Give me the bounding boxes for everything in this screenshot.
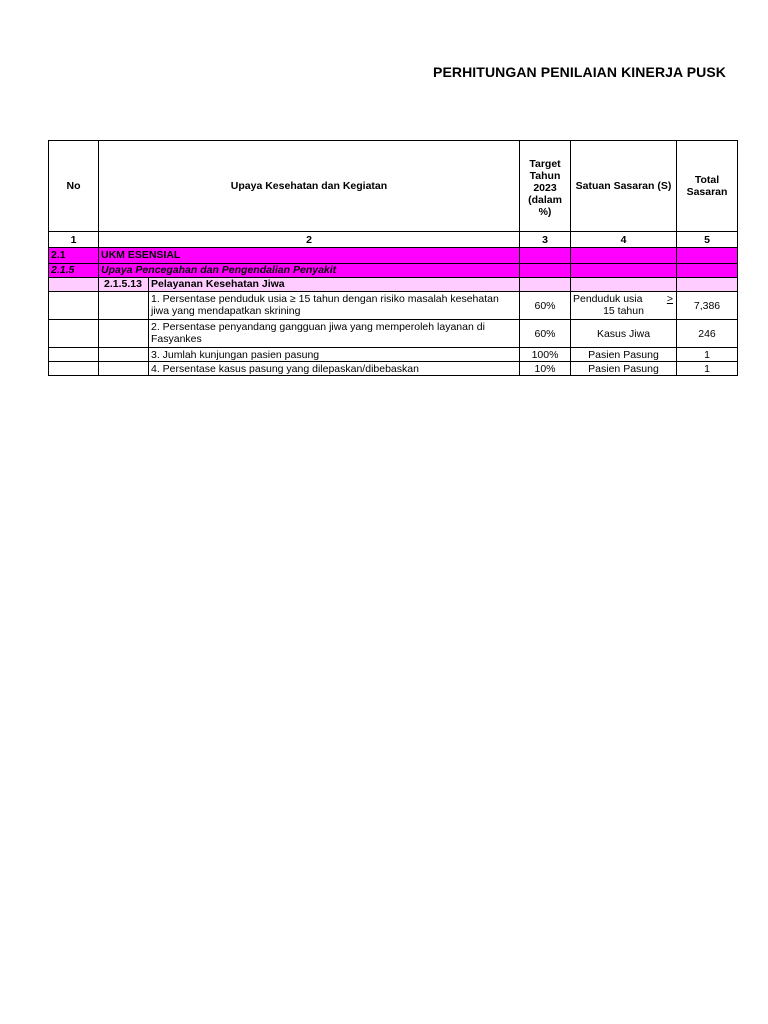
indicator-total: 1 (704, 362, 710, 375)
header-satuan: Satuan Sasaran (S) (575, 180, 672, 192)
subsection-code: 2.1.5 (51, 264, 75, 276)
indicator-table (48, 140, 738, 376)
program-code: 2.1.5.13 (104, 278, 142, 290)
indicator-target: 60% (534, 327, 556, 340)
column-number-4: 4 (620, 233, 627, 246)
section-code: 2.1 (51, 249, 66, 261)
indicator-target: 60% (534, 299, 556, 312)
header-target: Target Tahun 2023 (dalam %) (528, 158, 562, 218)
indicator-target: 10% (534, 362, 556, 375)
indicator-text: 3. Jumlah kunjungan pasien pasung (151, 349, 320, 361)
program-label: Pelayanan Kesehatan Jiwa (151, 278, 285, 290)
indicator-satuan: Pasien Pasung (588, 348, 659, 361)
indicator-satuan (571, 292, 676, 319)
column-number-2: 2 (306, 233, 312, 246)
satuan-line2: 15 tahun (603, 305, 644, 317)
page-title: PERHITUNGAN PENILAIAN KINERJA PUSK (433, 64, 727, 80)
indicator-total: 7,386 (693, 299, 721, 312)
column-number-3: 3 (542, 233, 548, 246)
indicator-text: 2. Persentase penyandang gangguan jiwa yang memperoleh layanan di Fasyankes (151, 321, 485, 345)
indicator-text: 1. Persentase penduduk usia ≥ 15 tahun dengan risiko masalah kesehatan jiwa yang mendapatkan skrining (151, 293, 499, 317)
indicator-satuan: Pasien Pasung (588, 362, 659, 375)
subsection-label: Upaya Pencegahan dan Pengendalian Penyakit (101, 264, 337, 276)
indicator-satuan: Kasus Jiwa (596, 327, 651, 340)
indicator-total: 1 (704, 348, 710, 361)
indicator-target: 100% (531, 348, 559, 361)
greater-equal-symbol: > (666, 293, 673, 305)
section-label: UKM ESENSIAL (101, 249, 181, 261)
indicator-total: 246 (698, 327, 716, 340)
indicator-text: 4. Persentase kasus pasung yang dilepaskan/dibebaskan (151, 363, 419, 375)
header-no: No (66, 180, 81, 192)
header-total: Total Sasaran (686, 174, 728, 198)
column-divider (98, 291, 99, 376)
row-divider (49, 247, 737, 248)
satuan-line1: Penduduk usia (573, 293, 643, 305)
column-number-5: 5 (704, 233, 710, 246)
header-upaya: Upaya Kesehatan dan Kegiatan (230, 180, 388, 192)
column-number-1: 1 (70, 233, 77, 246)
